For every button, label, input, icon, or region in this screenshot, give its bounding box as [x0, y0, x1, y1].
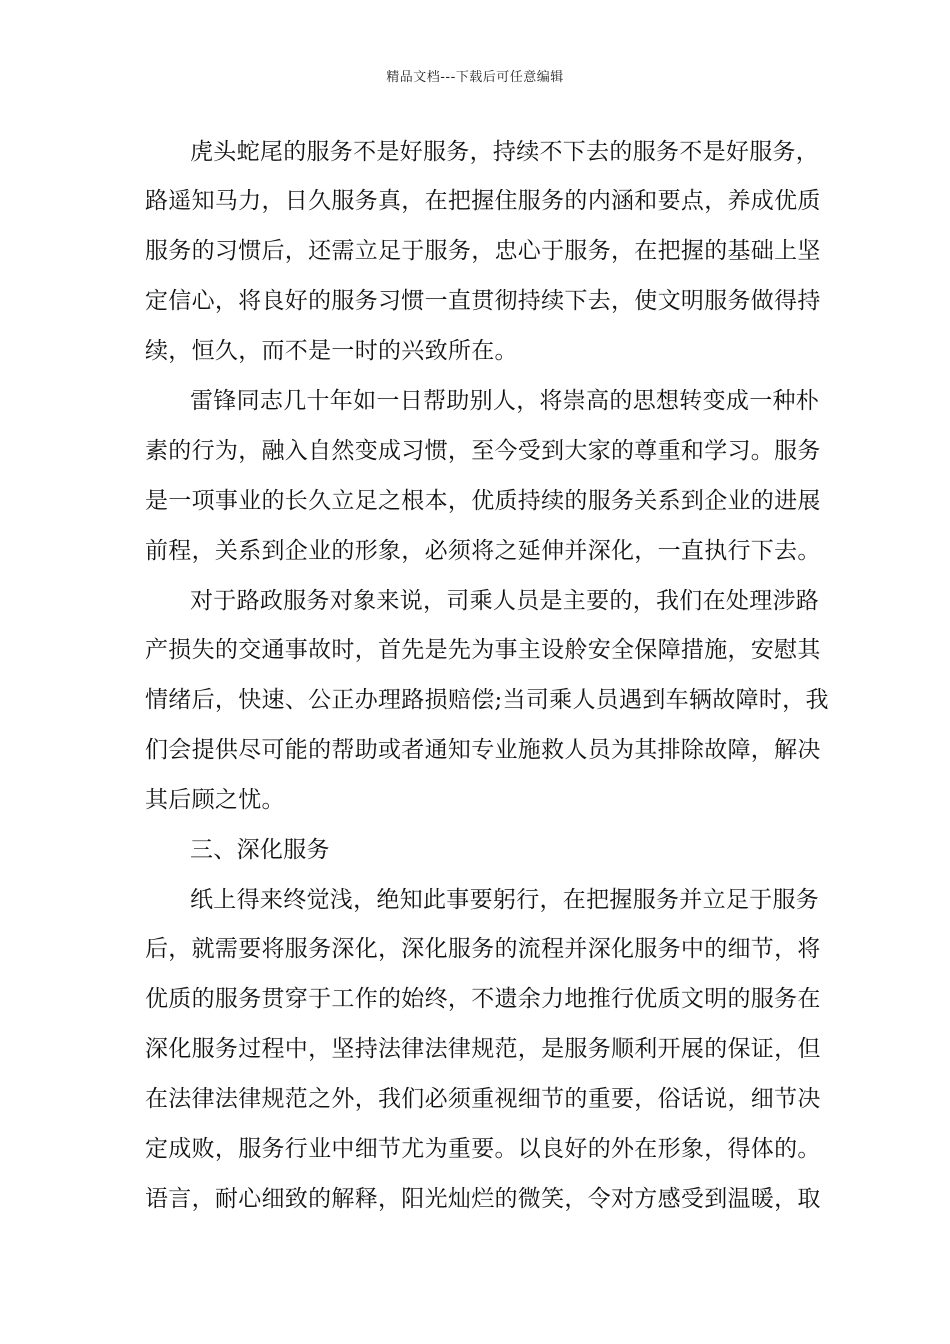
- paragraph-line: 是一项事业的长久立足之根本，优质持续的服务关系到企业的进展: [145, 488, 821, 514]
- paragraph-line: 续，恒久，而不是一时的兴致所在。: [145, 338, 518, 364]
- paragraph-line: 虎头蛇尾的服务不是好服务，持续不下去的服务不是好服务，: [190, 139, 820, 165]
- page-header: 精品文档---下载后可任意编辑: [386, 70, 564, 85]
- paragraph-line: 语言，耐心细致的解释，阳光灿烂的微笑，令对方感受到温暖，取: [145, 1186, 821, 1212]
- paragraph-line: 纸上得来终觉浅，绝知此事要躬行，在把握服务并立足于服务: [190, 887, 820, 913]
- paragraph-line: 服务的习惯后，还需立足于服务，忠心于服务，在把握的基础上坚: [145, 238, 821, 264]
- paragraph-line: 在法律法律规范之外，我们必须重视细节的重要，俗话说，细节决: [145, 1086, 821, 1112]
- paragraph-line: 情绪后，快速、公正办理路损赔偿;当司乘人员遇到车辆故障时，我: [145, 687, 829, 713]
- paragraph-line: 们会提供尽可能的帮助或者通知专业施救人员为其排除故障，解决: [145, 737, 821, 763]
- paragraph-line: 素的行为，融入自然变成习惯，至今受到大家的尊重和学习。服务: [145, 438, 821, 464]
- paragraph-line: 产损失的交通事故时，首先是先为事主设舲安全保障措施，安慰其: [145, 637, 821, 663]
- paragraph-line: 路遥知马力，日久服务真，在把握住服务的内涵和要点，养成优质: [145, 188, 821, 214]
- paragraph-line: 对于路政服务对象来说，司乘人员是主要的，我们在处理涉路: [190, 588, 820, 614]
- paragraph-line: 其后顾之忧。: [145, 787, 285, 813]
- paragraph-line: 后，就需要将服务深化，深化服务的流程并深化服务中的细节，将: [145, 936, 821, 962]
- paragraph-line: 前程，关系到企业的形象，必须将之延伸并深化，一直执行下去。: [145, 538, 821, 564]
- paragraph-line: 定信心，将良好的服务习惯一直贯彻持续下去，使文明服务做得持: [145, 288, 821, 314]
- paragraph-line: 雷锋同志几十年如一日帮助别人，将崇高的思想转变成一种朴: [190, 388, 820, 414]
- paragraph-line: 深化服务过程中，坚持法律法律规范，是服务顺利开展的保证，但: [145, 1036, 821, 1062]
- section-heading: 三、深化服务: [190, 837, 330, 863]
- paragraph-line: 优质的服务贯穿于工作的始终，不遗余力地推行优质文明的服务在: [145, 986, 821, 1012]
- paragraph-line: 定成败，服务行业中细节尤为重要。以良好的外在形象，得体的。: [145, 1136, 821, 1162]
